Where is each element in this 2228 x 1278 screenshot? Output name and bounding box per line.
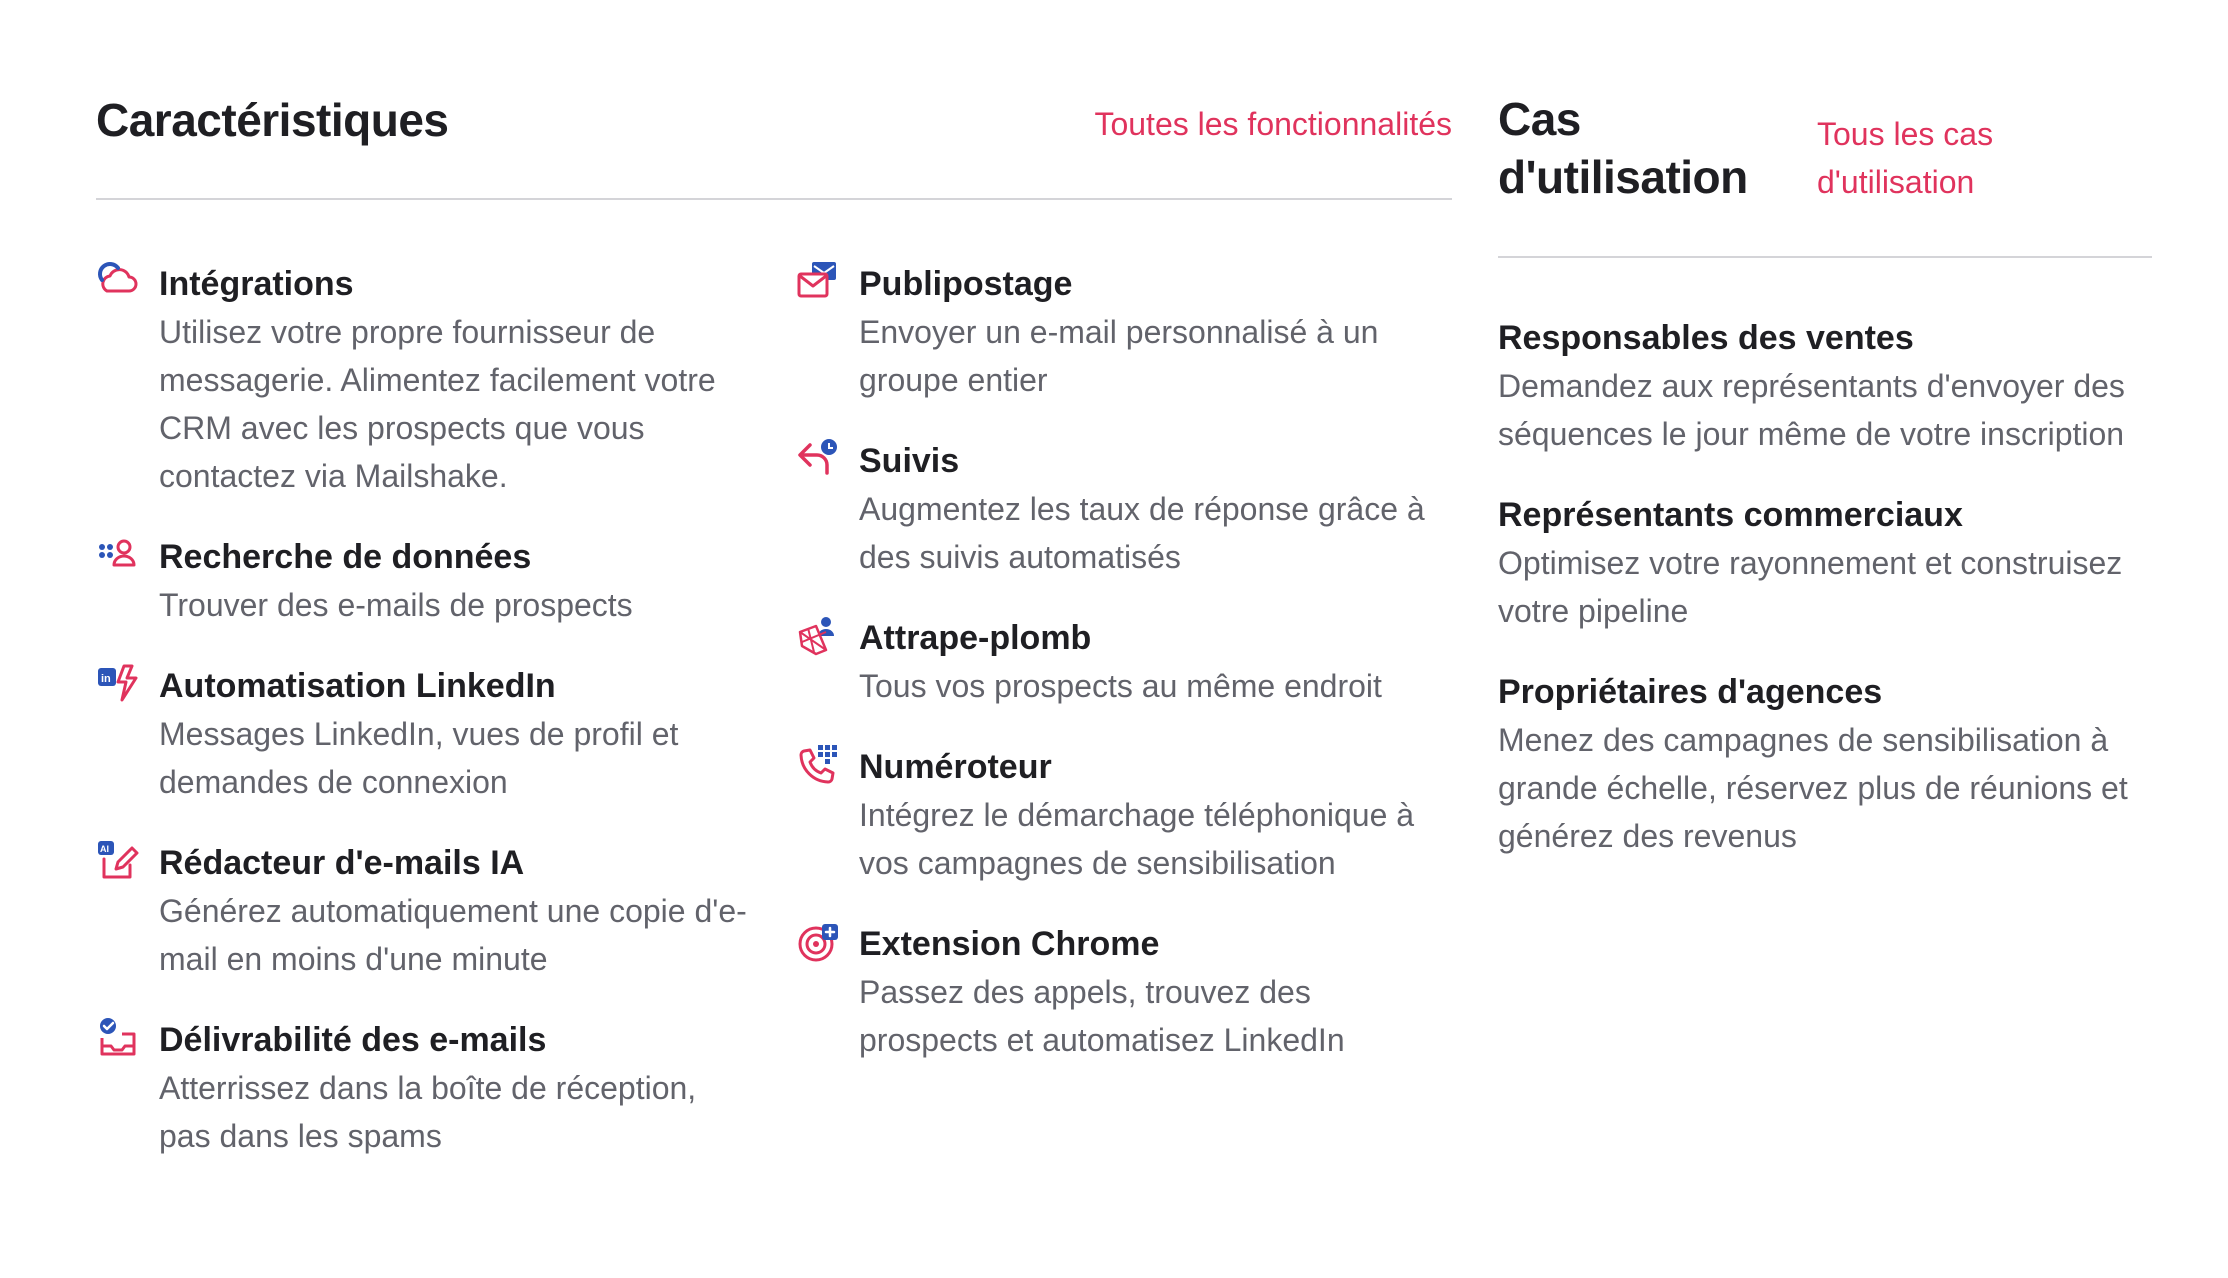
feature-follow-ups[interactable]	[796, 437, 1456, 581]
usecases-title: Cas d'utilisation	[1498, 93, 1748, 203]
usecase-description: Demandez aux représentants d'envoyer des séquences le jour même de votre inscription	[1498, 368, 2125, 452]
feature-description: Générez automatiquement une copie d'e-mail en moins d'une minute	[159, 893, 747, 977]
feature-lead-catcher[interactable]	[796, 614, 1456, 710]
features-header	[96, 90, 1452, 200]
usecases-section	[1498, 90, 2152, 854]
feature-description: Trouver des e-mails de prospects	[159, 587, 633, 623]
svg-text:AI: AI	[100, 844, 109, 854]
feature-ai-writer[interactable]	[96, 839, 756, 983]
features-column-a	[96, 260, 756, 1193]
mail-merge-icon	[796, 260, 840, 304]
feature-title: Rédacteur d'e-mails IA	[159, 844, 525, 882]
feature-title: Publipostage	[859, 265, 1073, 303]
feature-chrome-extension[interactable]	[796, 920, 1456, 1064]
features-title: Caractéristiques	[96, 94, 449, 146]
feature-description: Messages LinkedIn, vues de profil et demandes de connexion	[159, 716, 679, 800]
feature-description: Augmentez les taux de réponse grâce à des suivis automatisés	[859, 491, 1425, 575]
ai-writer-icon	[96, 839, 140, 883]
feature-deliverability[interactable]	[96, 1016, 756, 1160]
dialer-icon	[796, 743, 840, 787]
follow-up-icon	[796, 437, 840, 481]
usecase-description: Menez des campagnes de sensibilisation à grande échelle, réservez plus de réunions et générez des revenus	[1498, 722, 2128, 854]
feature-dialer[interactable]	[796, 743, 1456, 887]
chrome-extension-icon	[796, 920, 840, 964]
usecases-header	[1498, 90, 2152, 258]
usecase-title: Responsables des ventes	[1498, 319, 1914, 357]
feature-description: Tous vos prospects au même endroit	[859, 668, 1382, 704]
usecase-title: Propriétaires d'agences	[1498, 673, 1883, 711]
lead-catcher-icon	[796, 614, 840, 658]
usecase-description: Optimisez votre rayonnement et construisez votre pipeline	[1498, 545, 2123, 629]
feature-description: Intégrez le démarchage téléphonique à vos campagnes de sensibilisation	[859, 797, 1415, 881]
usecase-title: Représentants commerciaux	[1498, 496, 1963, 534]
features-section	[96, 90, 1452, 1154]
svg-text:in: in	[101, 673, 111, 685]
feature-title: Attrape-plomb	[859, 619, 1092, 657]
cloud-icon	[96, 260, 140, 304]
feature-title: Extension Chrome	[859, 925, 1160, 963]
feature-description: Utilisez votre propre fournisseur de messagerie. Alimentez facilement votre CRM avec les prospects que vous contactez via Mailshake.	[159, 314, 716, 494]
usecase-sales-reps[interactable]	[1498, 491, 2152, 635]
feature-data-search[interactable]	[96, 533, 756, 629]
feature-title: Automatisation LinkedIn	[159, 667, 556, 705]
feature-title: Numéroteur	[859, 748, 1052, 786]
feature-title: Suivis	[859, 442, 960, 480]
linkedin-automation-icon	[96, 662, 140, 706]
feature-description: Envoyer un e-mail personnalisé à un groupe entier	[859, 314, 1379, 398]
usecase-agency-owners[interactable]	[1498, 668, 2152, 860]
feature-mail-merge[interactable]	[796, 260, 1456, 404]
all-usecases-link[interactable]: Tous les cas d'utilisation	[1817, 116, 1994, 200]
usecase-sales-managers[interactable]	[1498, 314, 2152, 458]
feature-description: Passez des appels, trouvez des prospects et automatisez LinkedIn	[859, 974, 1345, 1058]
feature-integrations[interactable]	[96, 260, 756, 500]
menu-panel	[96, 90, 2152, 1190]
feature-title: Intégrations	[159, 265, 354, 303]
feature-linkedin-automation[interactable]	[96, 662, 756, 806]
data-search-icon	[96, 533, 140, 577]
feature-description: Atterrissez dans la boîte de réception, pas dans les spams	[159, 1070, 697, 1154]
feature-title: Recherche de données	[159, 538, 532, 576]
all-features-link[interactable]: Toutes les fonctionnalités	[1094, 106, 1452, 142]
inbox-check-icon	[96, 1016, 140, 1060]
features-column-b	[796, 260, 1456, 1097]
feature-title: Délivrabilité des e-mails	[159, 1021, 547, 1059]
usecases-list	[1498, 314, 2152, 893]
